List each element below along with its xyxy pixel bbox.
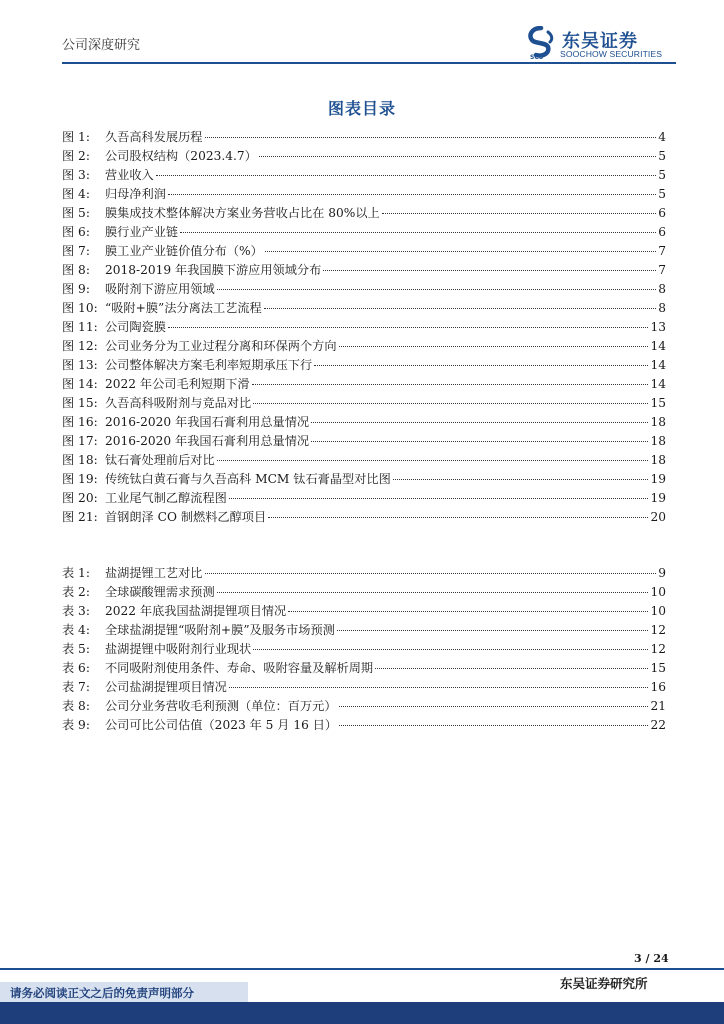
- figure-title: 传统钛白黄石膏与久吾高科 MCM 钛石膏晶型对比图: [105, 472, 391, 486]
- dot-leader: [375, 667, 648, 669]
- figure-label: 图 12:: [62, 339, 98, 353]
- figure-entry[interactable]: [62, 318, 666, 337]
- figure-entry[interactable]: [62, 204, 666, 223]
- figure-page-number: 6: [658, 225, 666, 239]
- soochow-logo-icon: [526, 26, 556, 60]
- figure-entry[interactable]: [62, 394, 666, 413]
- table-label: 表 3:: [62, 604, 90, 618]
- dot-leader: [253, 402, 648, 404]
- figure-label: 图 11:: [62, 320, 98, 334]
- figure-entry[interactable]: [62, 128, 666, 147]
- figure-entry[interactable]: [62, 337, 666, 356]
- table-label: 表 8:: [62, 699, 90, 713]
- table-title: 盐湖提锂工艺对比: [105, 566, 203, 580]
- footer-divider: [0, 968, 724, 970]
- figure-label: 图 13:: [62, 358, 98, 372]
- figure-entry[interactable]: [62, 489, 666, 508]
- figure-page-number: 14: [650, 377, 666, 391]
- table-title: 全球盐湖提锂“吸附剂+膜”及服务市场预测: [105, 623, 335, 637]
- figure-page-number: 19: [650, 472, 666, 486]
- figure-page-number: 18: [650, 453, 666, 467]
- figure-entry[interactable]: [62, 356, 666, 375]
- dot-leader: [259, 155, 656, 157]
- figure-label: 图 16:: [62, 415, 98, 429]
- figure-entry[interactable]: [62, 185, 666, 204]
- figure-title: 归母净利润: [105, 187, 166, 201]
- table-label: 表 4:: [62, 623, 90, 637]
- figure-title: 公司股权结构（2023.4.7）: [105, 149, 257, 163]
- figure-entry[interactable]: [62, 470, 666, 489]
- figure-page-number: 7: [658, 263, 666, 277]
- table-label: 表 7:: [62, 680, 90, 694]
- dot-leader: [264, 307, 656, 309]
- logo-english-name: SOOCHOW SECURITIES: [560, 49, 663, 59]
- dot-leader: [217, 591, 649, 593]
- dot-leader: [339, 705, 649, 707]
- figure-entry[interactable]: [62, 432, 666, 451]
- figure-title: 久吾高科发展历程: [105, 130, 203, 144]
- dot-leader: [168, 193, 656, 195]
- figure-entry[interactable]: [62, 147, 666, 166]
- figure-label: 图 18:: [62, 453, 98, 467]
- figure-title: 钛石膏处理前后对比: [105, 453, 215, 467]
- figure-page-number: 6: [658, 206, 666, 220]
- dot-leader: [323, 269, 656, 271]
- table-label: 表 9:: [62, 718, 90, 732]
- figure-title: 公司业务分为工业过程分离和环保两个方向: [105, 339, 337, 353]
- figure-label: 图 5:: [62, 206, 90, 220]
- figure-page-number: 5: [658, 168, 666, 182]
- figure-title: “吸附+膜”法分离法工艺流程: [105, 301, 262, 315]
- dot-leader: [265, 250, 656, 252]
- dot-leader: [382, 212, 656, 214]
- bottom-band: [0, 1002, 724, 1024]
- dot-leader: [205, 136, 657, 138]
- table-label: 表 1:: [62, 566, 90, 580]
- figure-entry[interactable]: [62, 280, 666, 299]
- figure-entry[interactable]: [62, 508, 666, 527]
- figure-page-number: 14: [650, 339, 666, 353]
- footer-brand: 东吴证券研究所: [560, 976, 648, 991]
- table-page-number: 12: [650, 623, 666, 637]
- figure-label: 图 21:: [62, 510, 98, 524]
- figure-label: 图 10:: [62, 301, 98, 315]
- table-page-number: 10: [650, 604, 666, 618]
- table-title: 不同吸附剂使用条件、寿命、吸附容量及解析周期: [105, 661, 374, 675]
- table-page-number: 15: [650, 661, 666, 675]
- figure-title: 营业收入: [105, 168, 154, 182]
- figure-page-number: 5: [658, 187, 666, 201]
- figure-page-number: 18: [650, 434, 666, 448]
- table-entry[interactable]: [62, 602, 666, 621]
- disclaimer-text: 请务必阅读正文之后的免责声明部分: [10, 986, 194, 1000]
- figure-label: 图 4:: [62, 187, 90, 201]
- logo-chinese-name: 东吴证券: [562, 31, 638, 52]
- header-divider: [62, 62, 676, 64]
- figure-title: 吸附剂下游应用领域: [105, 282, 215, 296]
- figure-label: 图 7:: [62, 244, 90, 258]
- figure-title: 2016-2020 年我国石膏利用总量情况: [105, 415, 310, 429]
- figure-title: 工业尾气制乙醇流程图: [105, 491, 227, 505]
- table-page-number: 22: [650, 718, 666, 732]
- table-label: 表 6:: [62, 661, 90, 675]
- dot-leader: [253, 648, 648, 650]
- figure-title: 2018-2019 年我国膜下游应用领域分布: [105, 263, 322, 277]
- figure-title: 2022 年公司毛利短期下滑: [105, 377, 250, 391]
- table-entry[interactable]: [62, 564, 666, 583]
- figure-page-number: 20: [650, 510, 666, 524]
- figure-title: 公司陶瓷膜: [105, 320, 166, 334]
- table-page-number: 16: [650, 680, 666, 694]
- figure-title: 公司整体解决方案毛利率短期承压下行: [105, 358, 313, 372]
- figures-toc-list: [62, 128, 666, 527]
- figure-label: 图 9:: [62, 282, 90, 296]
- table-title: 全球碳酸锂需求预测: [105, 585, 215, 599]
- page-number: 3 / 24: [634, 952, 669, 965]
- dot-leader: [268, 516, 648, 518]
- table-page-number: 21: [650, 699, 666, 713]
- dot-leader: [229, 497, 649, 499]
- table-entry[interactable]: [62, 659, 666, 678]
- figure-entry[interactable]: [62, 413, 666, 432]
- dot-leader: [393, 478, 649, 480]
- figure-page-number: 8: [658, 282, 666, 296]
- table-title: 公司分业务营收毛利预测（单位：百万元）: [105, 699, 337, 713]
- table-page-number: 12: [650, 642, 666, 656]
- figure-entry[interactable]: [62, 242, 666, 261]
- figure-entry[interactable]: [62, 261, 666, 280]
- figure-title: 久吾高科吸附剂与竞品对比: [105, 396, 252, 410]
- figure-title: 膜行业产业链: [105, 225, 179, 239]
- table-title: 2022 年底我国盐湖提锂项目情况: [105, 604, 287, 618]
- figure-title: 膜集成技术整体解决方案业务营收占比在 80%以上: [105, 206, 380, 220]
- table-entry[interactable]: [62, 583, 666, 602]
- figure-page-number: 13: [650, 320, 666, 334]
- figure-page-number: 15: [650, 396, 666, 410]
- dot-leader: [217, 459, 649, 461]
- table-label: 表 2:: [62, 585, 90, 599]
- dot-leader: [337, 629, 649, 631]
- table-title: 公司可比公司估值（2023 年 5 月 16 日）: [105, 718, 338, 732]
- figure-page-number: 5: [658, 149, 666, 163]
- figure-title: 膜工业产业链价值分布（%）: [105, 244, 263, 258]
- dot-leader: [311, 421, 648, 423]
- dot-leader: [311, 440, 648, 442]
- figure-label: 图 14:: [62, 377, 98, 391]
- figure-page-number: 18: [650, 415, 666, 429]
- dot-leader: [339, 724, 648, 726]
- table-label: 表 5:: [62, 642, 90, 656]
- figure-label: 图 6:: [62, 225, 90, 239]
- dot-leader: [180, 231, 656, 233]
- figure-label: 图 3:: [62, 168, 90, 182]
- figure-title: 2016-2020 年我国石膏利用总量情况: [105, 434, 310, 448]
- company-logo: [526, 26, 676, 60]
- dot-leader: [339, 345, 649, 347]
- figure-page-number: 4: [658, 130, 666, 144]
- table-title: 公司盐湖提锂项目情况: [105, 680, 227, 694]
- dot-leader: [217, 288, 656, 290]
- dot-leader: [314, 364, 648, 366]
- figure-label: 图 20:: [62, 491, 98, 505]
- figure-page-number: 19: [650, 491, 666, 505]
- table-entry[interactable]: [62, 678, 666, 697]
- figure-entry[interactable]: [62, 375, 666, 394]
- table-entry[interactable]: [62, 716, 666, 735]
- figure-page-number: 8: [658, 301, 666, 315]
- dot-leader: [156, 174, 656, 176]
- table-entry[interactable]: [62, 697, 666, 716]
- logo-mark-text: SCS: [530, 54, 544, 60]
- figure-page-number: 14: [650, 358, 666, 372]
- table-entry[interactable]: [62, 640, 666, 659]
- table-title: 盐湖提锂中吸附剂行业现状: [105, 642, 252, 656]
- figure-label: 图 1:: [62, 130, 90, 144]
- figure-label: 图 15:: [62, 396, 98, 410]
- figure-page-number: 7: [658, 244, 666, 258]
- figure-title: 首钢朗泽 CO 制燃料乙醇项目: [105, 510, 267, 524]
- figure-entry[interactable]: [62, 451, 666, 470]
- table-page-number: 10: [650, 585, 666, 599]
- dot-leader: [288, 610, 648, 612]
- dot-leader: [205, 572, 657, 574]
- dot-leader: [168, 326, 649, 328]
- figure-entry[interactable]: [62, 299, 666, 318]
- figure-label: 图 2:: [62, 149, 90, 163]
- tables-toc-list: [62, 564, 666, 735]
- table-page-number: 9: [658, 566, 666, 580]
- figure-label: 图 8:: [62, 263, 90, 277]
- dot-leader: [229, 686, 649, 688]
- figure-label: 图 19:: [62, 472, 98, 486]
- table-entry[interactable]: [62, 621, 666, 640]
- section-label: 公司深度研究: [62, 38, 141, 53]
- figure-label: 图 17:: [62, 434, 98, 448]
- figure-entry[interactable]: [62, 223, 666, 242]
- toc-title: 图表目录: [327, 99, 396, 118]
- dot-leader: [252, 383, 649, 385]
- figure-entry[interactable]: [62, 166, 666, 185]
